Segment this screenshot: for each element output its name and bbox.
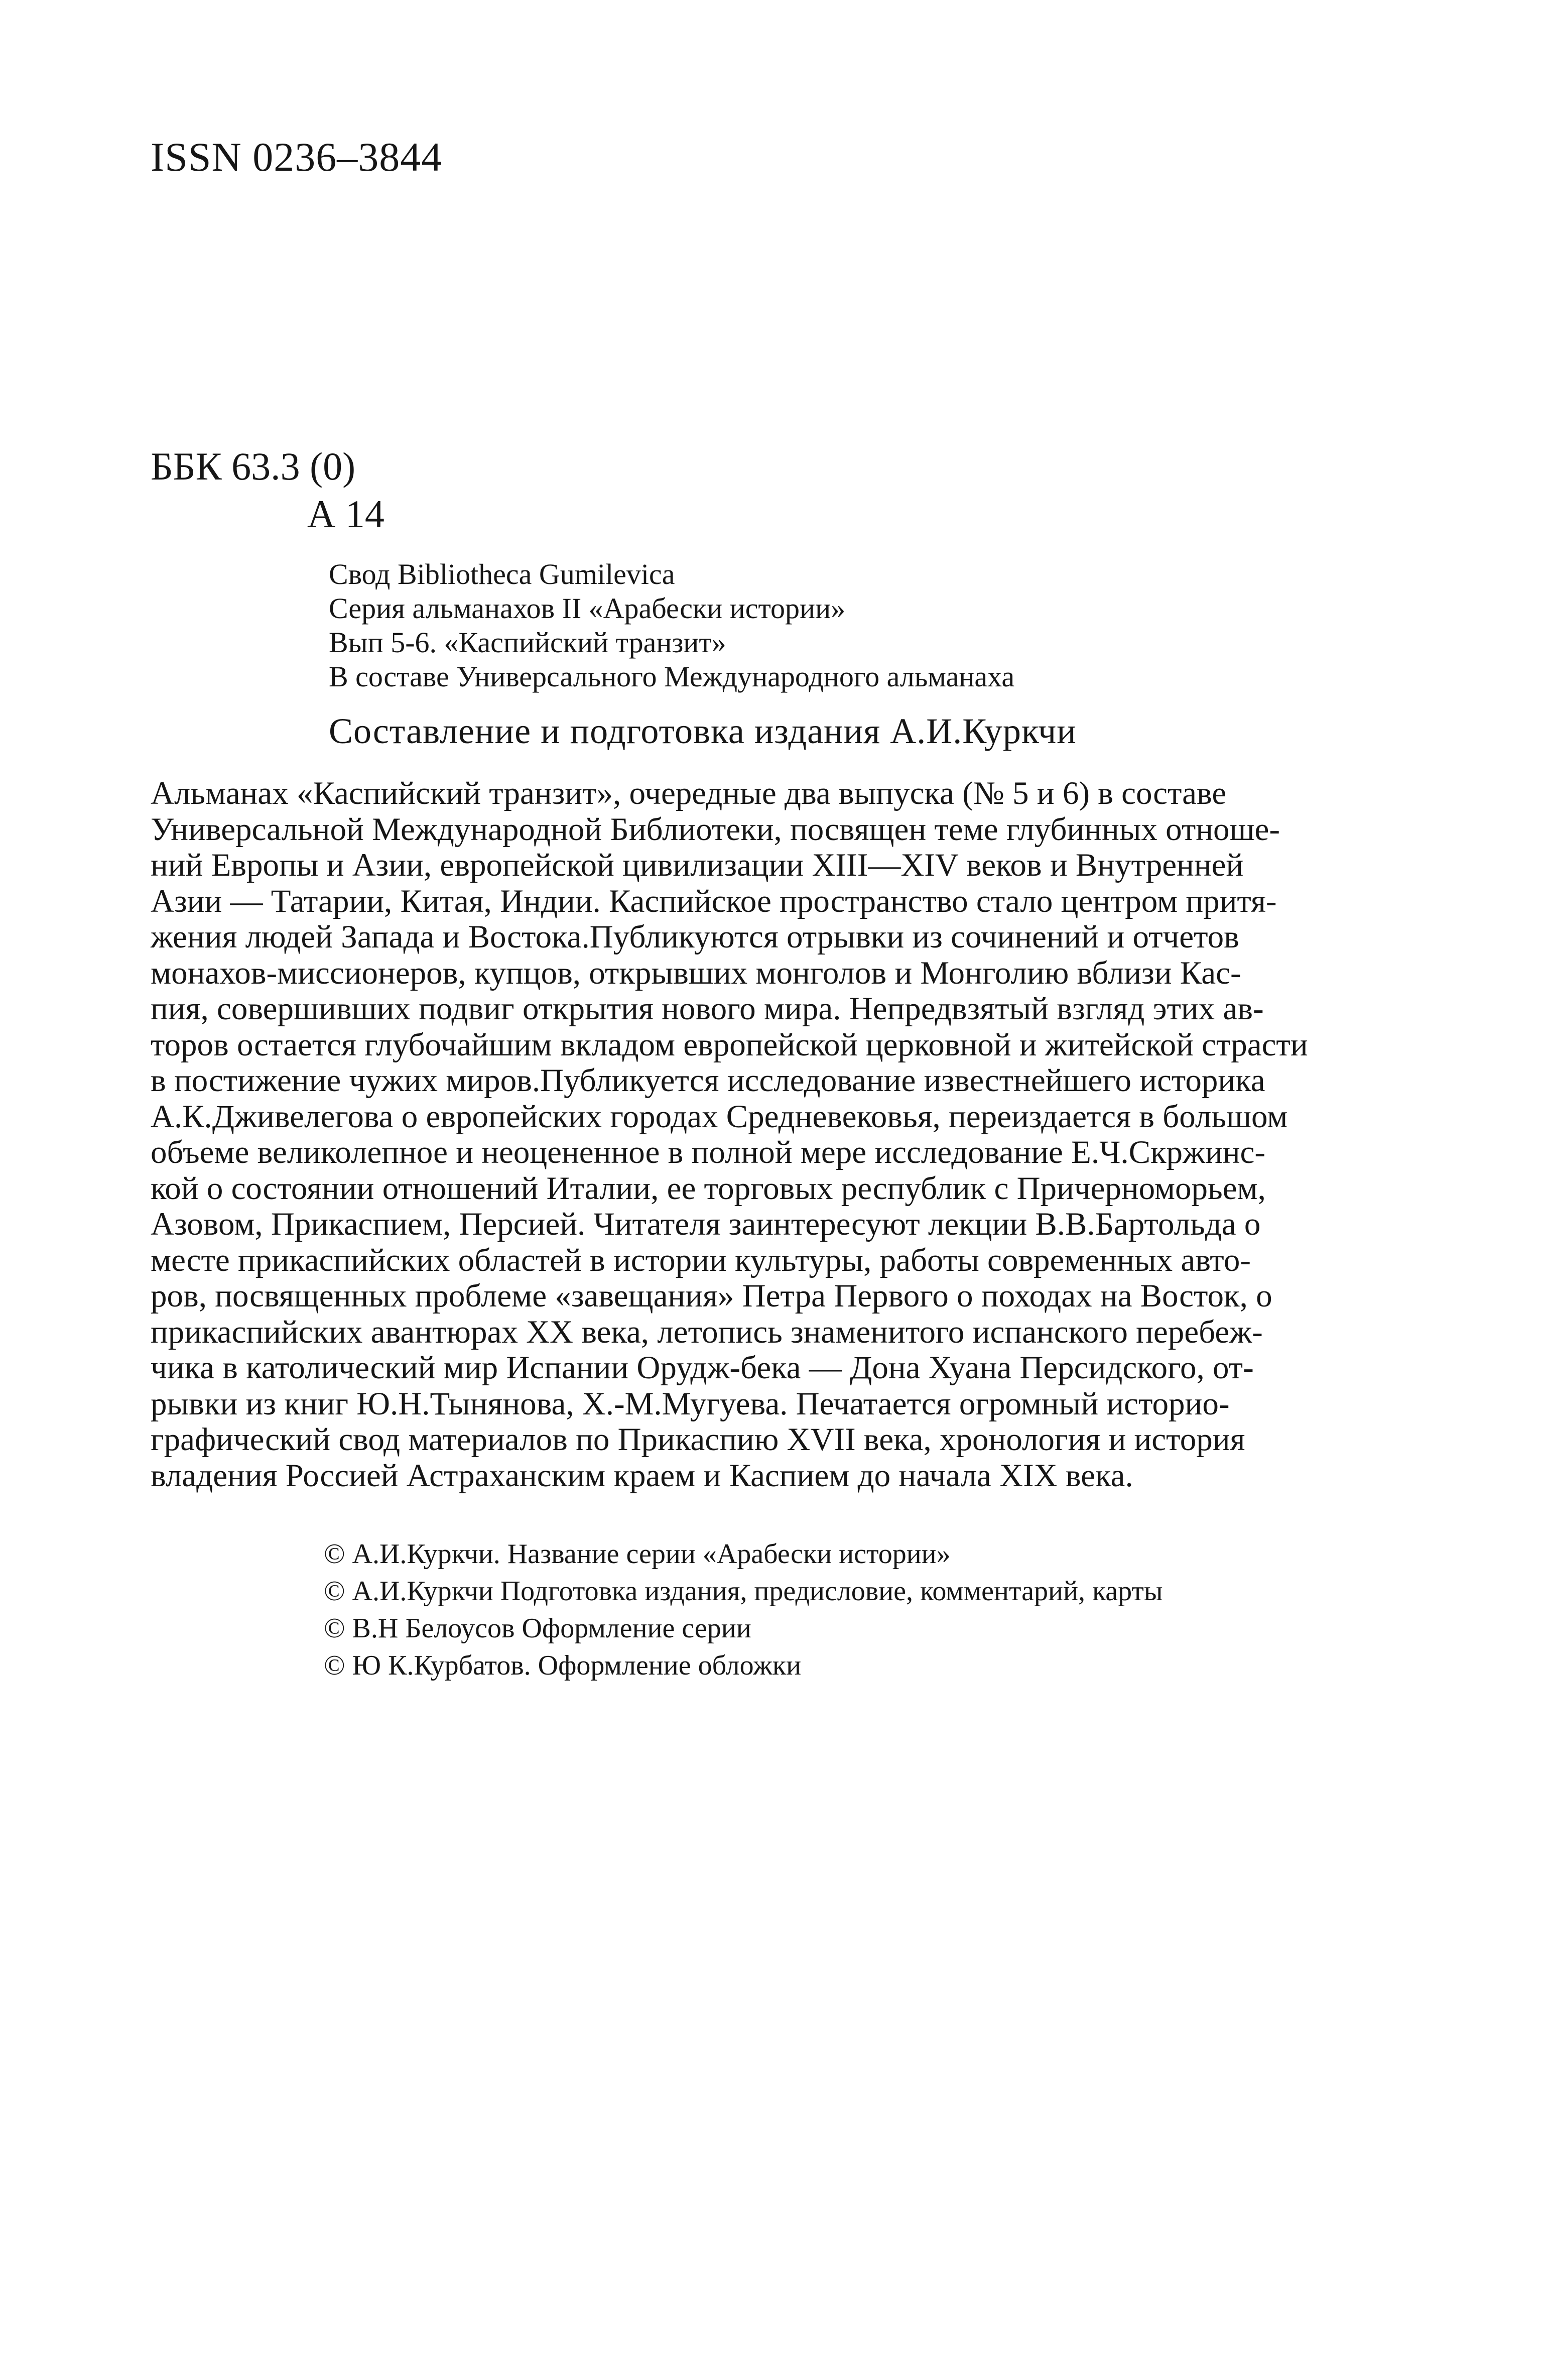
- abstract-line: Альманах «Каспийский транзит», очередные два выпуска (№ 5 и 6) в составе: [151, 775, 1227, 811]
- abstract-line: владения Россией Астраханским краем и Каспием до начала XIX века.: [151, 1457, 1133, 1494]
- series-info-line: Свод Bibliotheca Gumilevica: [329, 558, 675, 590]
- abstract-line: объеме великолепное и неоцененное в полной мере исследование Е.Ч.Скржинс-: [151, 1134, 1266, 1170]
- issn-line: ISSN 0236–3844: [151, 134, 443, 180]
- copyright-block: [324, 1535, 1163, 1684]
- series-info-line: В составе Универсального Международного альманаха: [329, 660, 1015, 693]
- abstract-line: ний Европы и Азии, европейской цивилизации XIII—XIV веков и Внутренней: [151, 847, 1244, 883]
- abstract-line: ров, посвященных проблеме «завещания» Петра Первого о походах на Восток, о: [151, 1278, 1272, 1314]
- abstract-paragraph: [151, 776, 1431, 1494]
- series-info-line: Вып 5-6. «Каспийский транзит»: [329, 626, 726, 659]
- abstract-line: Универсальной Международной Библиотеки, посвящен теме глубинных отноше-: [151, 811, 1280, 848]
- abstract-line: кой о состоянии отношений Италии, ее торговых республик с Причерноморьем,: [151, 1170, 1266, 1207]
- abstract-line: в постижение чужих миров.Публикуется исследование известнейшего историка: [151, 1062, 1265, 1099]
- abstract-line: Азовом, Прикаспием, Персией. Читателя заинтересуют лекции В.В.Бартольда о: [151, 1206, 1261, 1242]
- copyright-line: © В.Н Белоусов Оформление серии: [324, 1613, 751, 1644]
- abstract-line: А.К.Дживелегова о европейских городах Средневековья, переиздается в большом: [151, 1098, 1288, 1135]
- author-code: А 14: [307, 492, 384, 536]
- bbk-classification: ББК 63.3 (0): [151, 444, 356, 488]
- compiler-credit: Составление и подготовка издания А.И.Куркчи: [329, 711, 1077, 751]
- abstract-line: монахов-миссионеров, купцов, открывших монголов и Монголию вблизи Кас-: [151, 955, 1241, 991]
- abstract-line: месте прикаспийских областей в истории культуры, работы современных авто-: [151, 1242, 1251, 1278]
- abstract-line: пия, совершивших подвиг открытия нового мира. Непредвзятый взгляд этих ав-: [151, 991, 1264, 1027]
- series-info-block: [329, 557, 1014, 694]
- copyright-line: © Ю К.Курбатов. Оформление обложки: [324, 1650, 802, 1681]
- abstract-line: жения людей Запада и Востока.Публикуются отрывки из сочинений и отчетов: [151, 919, 1239, 955]
- abstract-line: Азии — Татарии, Китая, Индии. Каспийское пространство стало центром притя-: [151, 883, 1277, 919]
- abstract-line: рывки из книг Ю.Н.Тынянова, Х.-М.Мугуева. Печатается огромный историо-: [151, 1385, 1230, 1422]
- abstract-line: торов остается глубочайшим вкладом европейской церковной и житейской страсти: [151, 1026, 1308, 1063]
- series-info-line: Серия альманахов II «Арабески истории»: [329, 592, 846, 625]
- abstract-line: графический свод материалов по Прикаспию XVII века, хронология и история: [151, 1421, 1245, 1458]
- copyright-line: © А.И.Куркчи Подготовка издания, предисловие, комментарий, карты: [324, 1576, 1163, 1607]
- copyright-line: © А.И.Куркчи. Название серии «Арабески истории»: [324, 1538, 951, 1570]
- abstract-line: чика в католический мир Испании Орудж-бека — Дона Хуана Персидского, от-: [151, 1350, 1254, 1386]
- abstract-line: прикаспийских авантюрах XX века, летопись знаменитого испанского перебеж-: [151, 1314, 1263, 1350]
